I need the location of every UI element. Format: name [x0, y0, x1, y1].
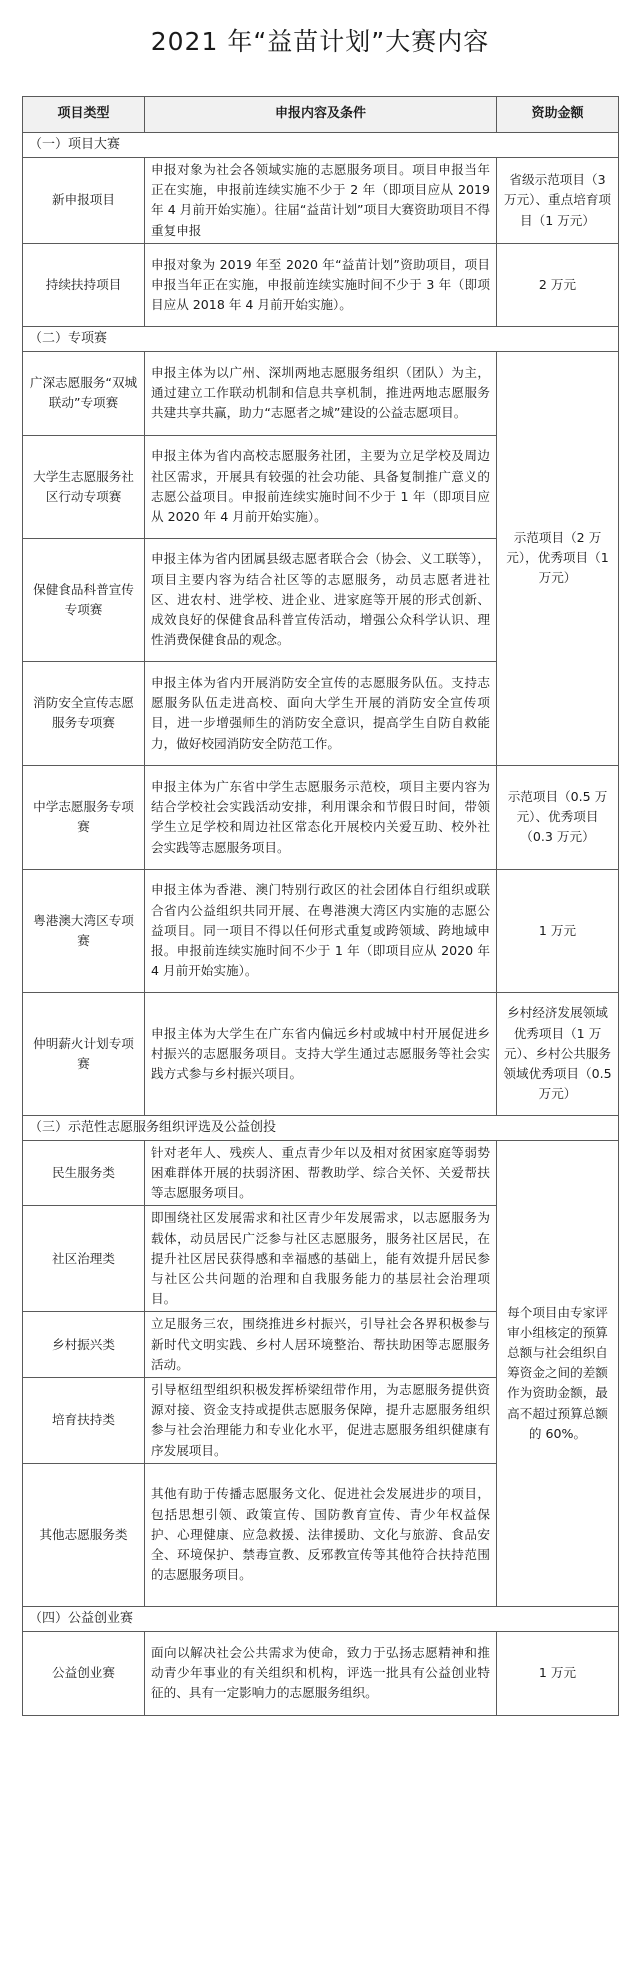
row-amount: 乡村经济发展领域优秀项目（1 万元）、乡村公共服务领域优秀项目（0.5 万元）	[497, 992, 619, 1115]
row-desc: 引导枢纽型组织积极发挥桥梁纽带作用，为志愿服务提供资源对接、资金支持或提供志愿服务保障，提升志愿服务组织参与社会治理能力和专业化水平，促进志愿服务组织健康有序发展项目。	[145, 1378, 497, 1464]
row-type: 社区治理类	[23, 1206, 145, 1312]
row-desc: 申报主体为省内高校志愿服务社团，主要为立足学校及周边社区需求，开展具有较强的社会功能、具备复制推广意义的志愿公益项目。申报前连续实施时间不少于 1 年（即项目应从 2020 年 4 月前开始实施）。	[145, 435, 497, 538]
section-title: （二）专项赛	[23, 326, 619, 351]
row-type: 中学志愿服务专项赛	[23, 765, 145, 869]
row-desc: 申报主体为香港、澳门特别行政区的社会团体自行组织或联合省内公益组织共同开展、在粤港澳大湾区内实施的志愿公益项目。同一项目不得以任何形式重复或跨领域、跨地域申报。申报前连续实施时间不少于 1 年（即项目应从 2020 年 4 月前开始实施）。	[145, 869, 497, 992]
row-desc: 申报对象为社会各领域实施的志愿服务项目。项目申报当年正在实施，申报前连续实施不少于 2 年（即项目应从 2019 年 4 月前开始实施）。往届“益苗计划”项目大赛资助项目不得重复申报	[145, 158, 497, 244]
header-type: 项目类型	[23, 97, 145, 133]
row-type: 仲明薪火计划专项赛	[23, 992, 145, 1115]
header-content: 申报内容及条件	[145, 97, 497, 133]
section-title: （一）项目大赛	[23, 133, 619, 158]
row-type: 其他志愿服务类	[23, 1463, 145, 1606]
section-title: （三）示范性志愿服务组织评选及公益创投	[23, 1115, 619, 1140]
row-type: 新申报项目	[23, 158, 145, 244]
row-type: 保健食品科普宣传专项赛	[23, 538, 145, 661]
row-amount: 示范项目（0.5 万元）、优秀项目（0.3 万元）	[497, 765, 619, 869]
row-amount: 2 万元	[497, 243, 619, 326]
merged-amount-special: 示范项目（2 万元），优秀项目（1 万元）	[497, 351, 619, 765]
row-type: 培育扶持类	[23, 1378, 145, 1464]
table-row	[23, 1631, 619, 1715]
table-row	[23, 1140, 619, 1206]
row-desc: 其他有助于传播志愿服务文化、促进社会发展进步的项目，包括思想引领、政策宣传、国防教育宣传、青少年权益保护、心理健康、应急救援、法律援助、文化与旅游、食品安全、环境保护、禁毒宣教、反邪教宣传等其他符合扶持范围的志愿服务项目。	[145, 1463, 497, 1606]
table-row	[23, 765, 619, 869]
row-amount: 1 万元	[497, 869, 619, 992]
row-desc: 申报主体为广东省中学生志愿服务示范校，项目主要内容为结合学校社会实践活动安排，利用课余和节假日时间，带领学生立足学校和周边社区常态化开展校内关爱互助、校外社会实践等志愿服务项目。	[145, 765, 497, 869]
row-desc: 即围绕社区发展需求和社区青少年发展需求，以志愿服务为载体，动员居民广泛参与社区志愿服务，服务社区居民，在提升社区居民获得感和幸福感的基础上，能有效提升居民参与社区公共问题的治理和自我服务能力的基层社会治理项目。	[145, 1206, 497, 1312]
header-amount: 资助金额	[497, 97, 619, 133]
row-type: 粤港澳大湾区专项赛	[23, 869, 145, 992]
row-type: 民生服务类	[23, 1140, 145, 1206]
section-row	[23, 1606, 619, 1631]
row-desc: 申报主体为省内开展消防安全宣传的志愿服务队伍。支持志愿服务队伍走进高校、面向大学生开展的消防安全宣传项目，进一步增强师生的消防安全意识，提高学生自防自救能力，做好校园消防安全防范工作。	[145, 661, 497, 765]
table-row	[23, 992, 619, 1115]
table-row	[23, 243, 619, 326]
section-row	[23, 133, 619, 158]
row-desc: 立足服务三农，围绕推进乡村振兴，引导社会各界积极参与新时代文明实践、乡村人居环境整治、帮扶助困等志愿服务活动。	[145, 1312, 497, 1378]
row-desc: 申报对象为 2019 年至 2020 年“益苗计划”资助项目，项目申报当年正在实施，申报前连续实施时间不少于 3 年（即项目应从 2018 年 4 月前开始实施）。	[145, 243, 497, 326]
page-title: 2021 年“益苗计划”大赛内容	[150, 27, 490, 56]
section-title: （四）公益创业赛	[23, 1606, 619, 1631]
table-row	[23, 158, 619, 244]
section-row	[23, 326, 619, 351]
table-header-row	[23, 97, 619, 133]
row-type: 消防安全宣传志愿服务专项赛	[23, 661, 145, 765]
contest-table	[22, 96, 619, 1716]
row-type: 乡村振兴类	[23, 1312, 145, 1378]
row-desc: 申报主体为大学生在广东省内偏远乡村或城中村开展促进乡村振兴的志愿服务项目。支持大学生通过志愿服务等社会实践方式参与乡村振兴项目。	[145, 992, 497, 1115]
row-desc: 针对老年人、残疾人、重点青少年以及相对贫困家庭等弱势困难群体开展的扶弱济困、帮教助学、综合关怀、关爱帮扶等志愿服务项目。	[145, 1140, 497, 1206]
row-type: 持续扶持项目	[23, 243, 145, 326]
row-desc: 面向以解决社会公共需求为使命，致力于弘扬志愿精神和推动青少年事业的有关组织和机构，评选一批具有公益创业特征的、具有一定影响力的志愿服务组织。	[145, 1631, 497, 1715]
row-desc: 申报主体为以广州、深圳两地志愿服务组织（团队）为主，通过建立工作联动机制和信息共享机制，推进两地志愿服务共建共享共赢，助力“志愿者之城”建设的公益志愿项目。	[145, 351, 497, 435]
row-type: 广深志愿服务“双城联动”专项赛	[23, 351, 145, 435]
row-desc: 申报主体为省内团属县级志愿者联合会（协会、义工联等），项目主要内容为结合社区等的志愿服务，动员志愿者进社区、进农村、进学校、进企业、进家庭等开展的形式创新、成效良好的保健食品科普宣传活动，增强公众科学认识、理性消费保健食品的观念。	[145, 538, 497, 661]
row-type: 公益创业赛	[23, 1631, 145, 1715]
row-amount: 省级示范项目（3 万元）、重点培育项目（1 万元）	[497, 158, 619, 244]
table-row	[23, 869, 619, 992]
row-type: 大学生志愿服务社区行动专项赛	[23, 435, 145, 538]
table-row	[23, 351, 619, 435]
row-amount: 1 万元	[497, 1631, 619, 1715]
section-row	[23, 1115, 619, 1140]
merged-amount-category: 每个项目由专家评审小组核定的预算总额与社会组织自筹资金之间的差额作为资助金额，最高不超过预算总额的 60%。	[497, 1140, 619, 1606]
